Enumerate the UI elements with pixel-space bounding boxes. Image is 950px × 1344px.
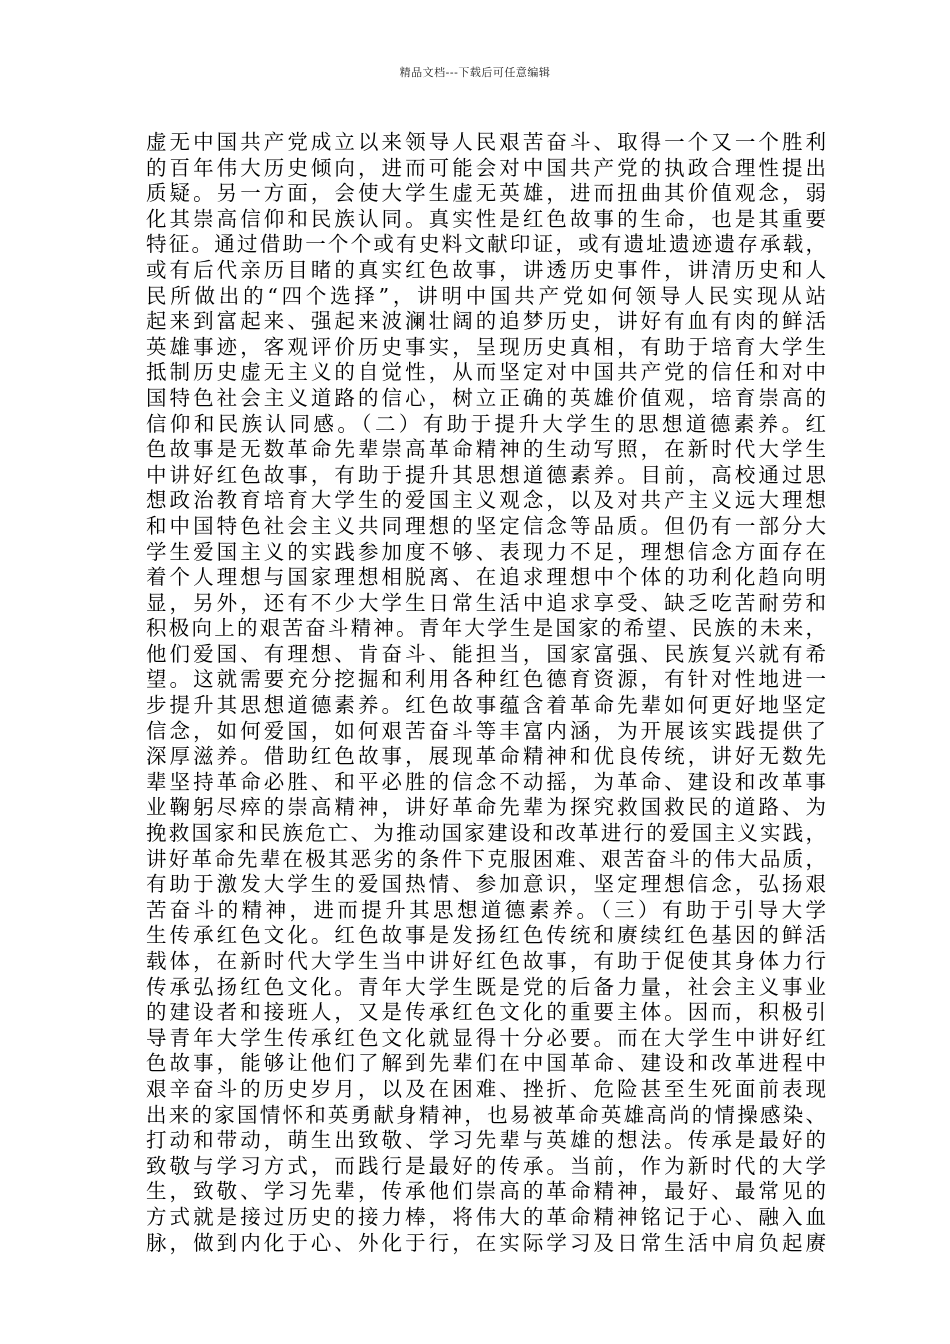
text-line: 起来到富起来、强起来波澜壮阔的追梦历史，讲好有血有肉的鲜活 <box>146 309 826 334</box>
text-line: 想政治教育培育大学生的爱国主义观念，以及对共产主义远大理想 <box>146 488 826 513</box>
text-line: 讲好革命先辈在极其恶劣的条件下克服困难、艰苦奋斗的伟大品质， <box>146 846 826 871</box>
page-header: 精品文档---下载后可任意编辑 <box>399 66 551 79</box>
text-line: 特征。通过借助一个个或有史料文献印证，或有遗址遗迹遗存承载， <box>146 232 826 257</box>
body-text <box>146 130 826 1256</box>
text-line: 脉，做到内化于心、外化于行，在实际学习及日常生活中肩负起赓 <box>146 1230 826 1255</box>
text-line: 虚无中国共产党成立以来领导人民艰苦奋斗、取得一个又一个胜利 <box>146 130 826 154</box>
text-line: 传承弘扬红色文化。青年大学生既是党的后备力量，社会主义事业 <box>146 974 826 999</box>
text-line: 步提升其思想道德素养。红色故事蕴含着革命先辈如何更好地坚定 <box>146 693 826 718</box>
text-line: 或有后代亲历目睹的真实红色故事，讲透历史事件，讲清历史和人 <box>146 257 826 282</box>
text-line: 信仰和民族认同感。（二）有助于提升大学生的思想道德素养。红 <box>146 411 826 436</box>
text-line: 方式就是接过历史的接力棒，将伟大的革命精神铭记于心、融入血 <box>146 1204 826 1229</box>
text-line: 的建设者和接班人，又是传承红色文化的重要主体。因而，积极引 <box>146 1000 826 1025</box>
text-line: 色故事，能够让他们了解到先辈们在中国革命、建设和改革进程中 <box>146 1051 826 1076</box>
text-line: 打动和带动，萌生出致敬、学习先辈与英雄的想法。传承是最好的 <box>146 1128 826 1153</box>
text-line: 生传承红色文化。红色故事是发扬红色传统和赓续红色基因的鲜活 <box>146 923 826 948</box>
text-line: 挽救国家和民族危亡、为推动国家建设和改革进行的爱国主义实践， <box>146 821 826 846</box>
text-line: 色故事是无数革命先辈崇高革命精神的生动写照，在新时代大学生 <box>146 437 826 462</box>
text-line: 载体，在新时代大学生当中讲好红色故事，有助于促使其身体力行 <box>146 949 826 973</box>
text-line: 民所做出的“四个选择”，讲明中国共产党如何领导人民实现从站 <box>146 283 826 308</box>
text-line: 导青年大学生传承红色文化就显得十分必要。而在大学生中讲好红 <box>146 1025 826 1050</box>
text-line: 信念，如何爱国，如何艰苦奋斗等丰富内涵，为开展该实践提供了 <box>146 718 826 743</box>
text-line: 学生爱国主义的实践参加度不够、表现力不足，理想信念方面存在 <box>146 539 826 564</box>
text-line: 质疑。另一方面，会使大学生虚无英雄，进而扭曲其价值观念，弱 <box>146 181 826 206</box>
text-line: 积极向上的艰苦奋斗精神。青年大学生是国家的希望、民族的未来， <box>146 616 826 641</box>
text-line: 苦奋斗的精神，进而提升其思想道德素养。（三）有助于引导大学 <box>146 897 826 922</box>
text-line: 有助于激发大学生的爱国热情、参加意识，坚定理想信念，弘扬艰 <box>146 872 826 897</box>
text-line: 他们爱国、有理想、肯奋斗、能担当，国家富强、民族复兴就有希 <box>146 641 826 666</box>
text-line: 中讲好红色故事，有助于提升其思想道德素养。目前，高校通过思 <box>146 462 826 487</box>
text-line: 显，另外，还有不少大学生日常生活中追求享受、缺乏吃苦耐劳和 <box>146 590 826 615</box>
text-line: 的百年伟大历史倾向，进而可能会对中国共产党的执政合理性提出 <box>146 155 826 180</box>
text-line: 业鞠躬尽瘁的崇高精神，讲好革命先辈为探究救国救民的道路、为 <box>146 795 826 820</box>
text-line: 英雄事迹，客观评价历史事实，呈现历史真相，有助于培育大学生 <box>146 334 826 359</box>
text-line: 生，致敬、学习先辈，传承他们崇高的革命精神，最好、最常见的 <box>146 1179 826 1204</box>
text-line: 致敬与学习方式，而践行是最好的传承。当前，作为新时代的大学 <box>146 1153 826 1178</box>
text-line: 辈坚持革命必胜、和平必胜的信念不动摇，为革命、建设和改革事 <box>146 769 826 794</box>
text-line: 艰辛奋斗的历史岁月，以及在困难、挫折、危险甚至生死面前表现 <box>146 1076 826 1101</box>
text-line: 化其崇高信仰和民族认同。真实性是红色故事的生命，也是其重要 <box>146 206 826 231</box>
text-line: 深厚滋养。借助红色故事，展现革命精神和优良传统，讲好无数先 <box>146 744 826 769</box>
text-line: 国特色社会主义道路的信心，树立正确的英雄价值观，培育崇高的 <box>146 385 826 410</box>
text-line: 着个人理想与国家理想相脱离、在追求理想中个体的功利化趋向明 <box>146 565 826 590</box>
text-line: 抵制历史虚无主义的自觉性，从而坚定对中国共产党的信任和对中 <box>146 360 826 385</box>
text-line: 出来的家国情怀和英勇献身精神，也易被革命英雄高尚的情操感染、 <box>146 1102 826 1127</box>
text-line: 望。这就需要充分挖掘和利用各种红色德育资源，有针对性地进一 <box>146 667 826 692</box>
text-line: 和中国特色社会主义共同理想的坚定信念等品质。但仍有一部分大 <box>146 513 826 538</box>
